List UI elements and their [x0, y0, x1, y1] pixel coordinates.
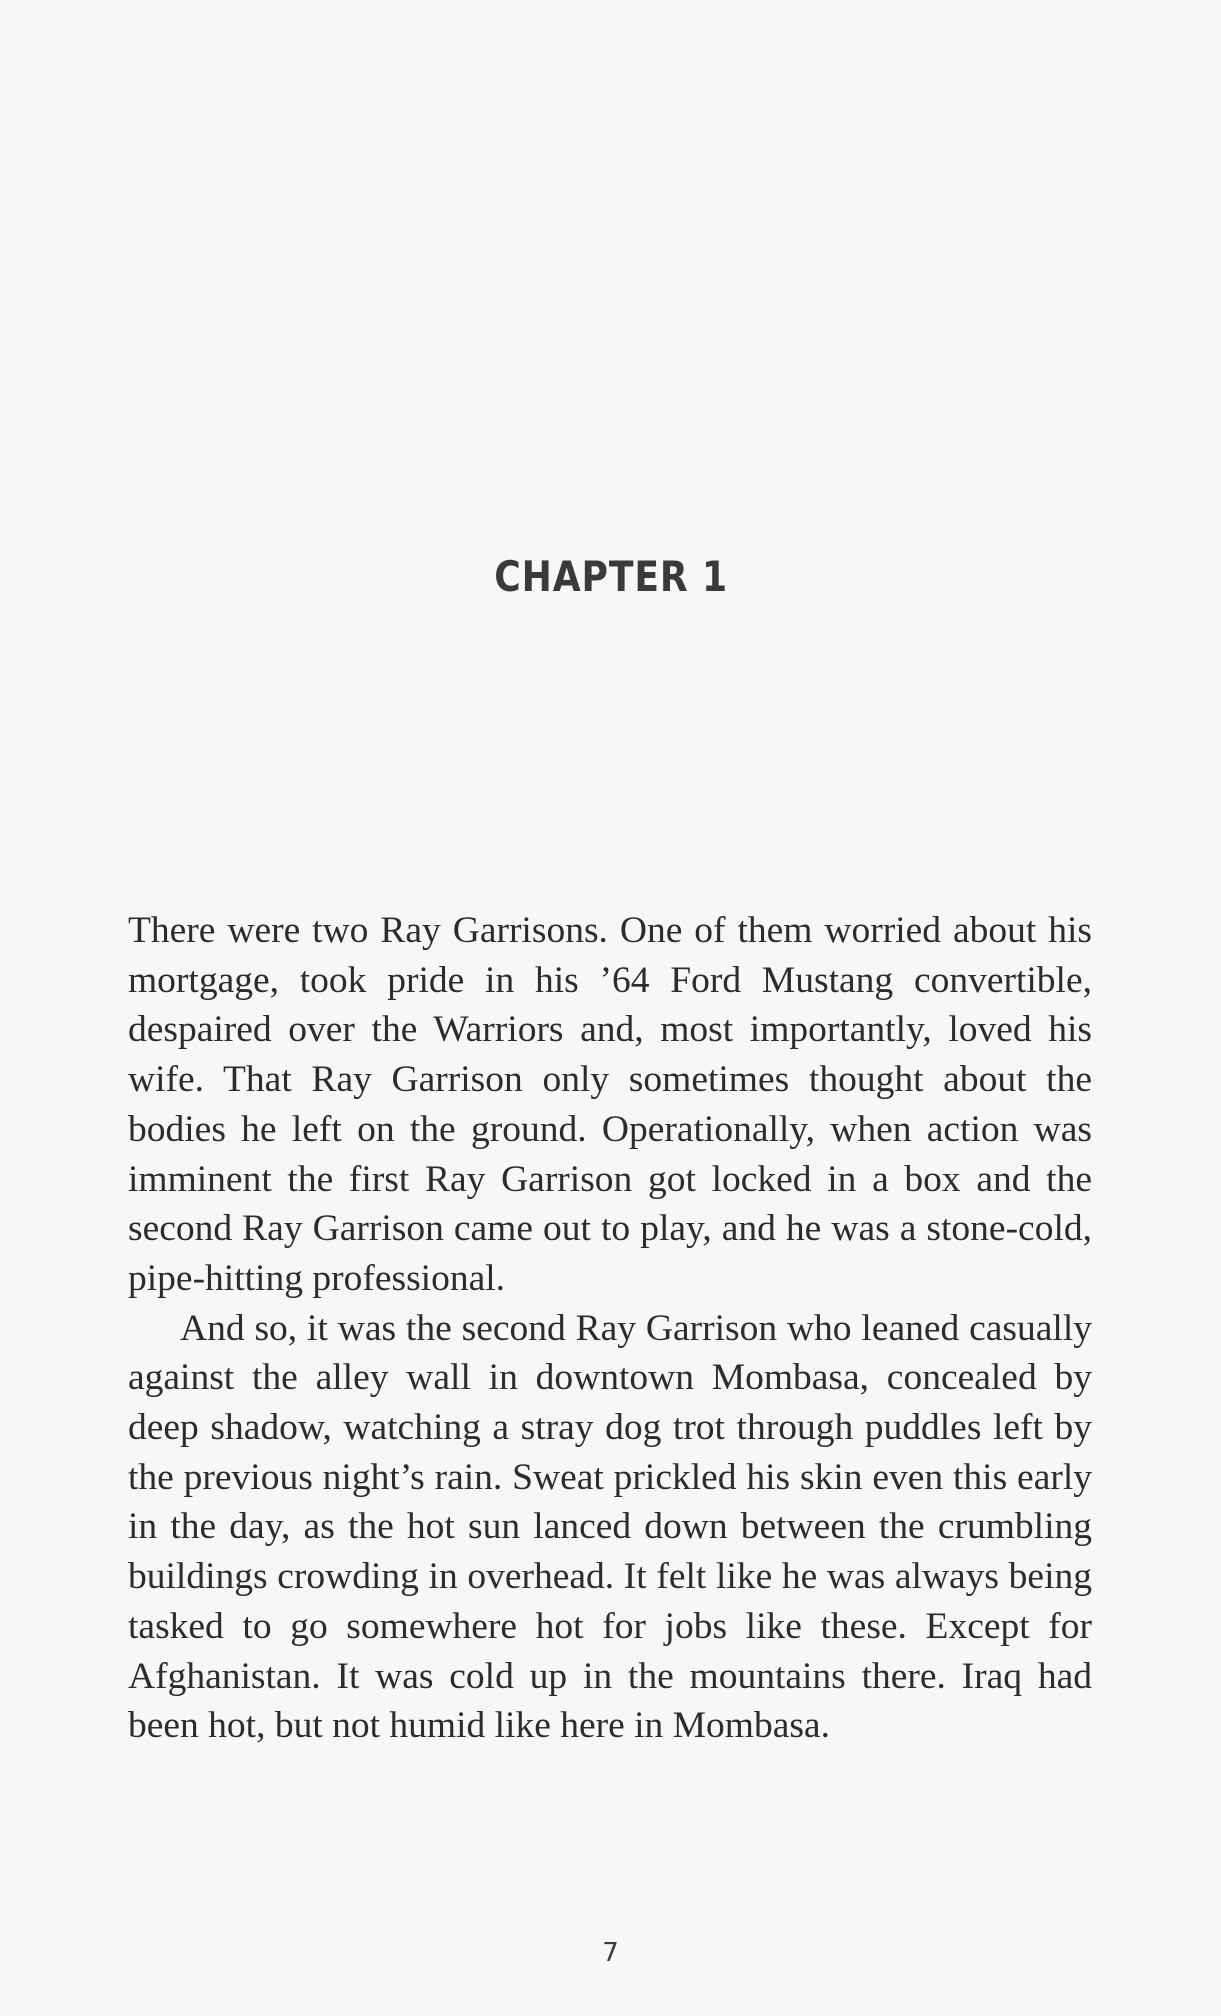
- chapter-heading: CHAPTER 1: [494, 552, 728, 601]
- paragraph-1: There were two Ray Garrisons. One of them worried about his mortgage, took pride in his ’64 Ford Mustang convertible, despaired over the Warriors and, most importantly, loved his wife. That Ray Garrison only sometimes thought about the bodies he left on the ground. Operationally, when action was imminent the first Ray Garrison got locked in a box and the second Ray Garrison came out to play, and he was a stone-cold, pipe-hitting professional.: [128, 910, 1092, 1299]
- body-text: [128, 906, 1092, 1751]
- page-number: 7: [602, 1938, 619, 1968]
- paragraph-2: And so, it was the second Ray Garrison who leaned casually against the alley wall in downtown Mombasa, concealed by deep shadow, watching a stray dog trot through puddles left by the previous night’s rain. Sweat prickled his skin even this early in the day, as the hot sun lanced down between the crumbling buildings crowding in overhead. It felt like he was always being tasked to go somewhere hot for jobs like these. Except for Afghanistan. It was cold up in the mountains there. Iraq had been hot, but not humid like here in Mombasa.: [128, 1307, 1092, 1747]
